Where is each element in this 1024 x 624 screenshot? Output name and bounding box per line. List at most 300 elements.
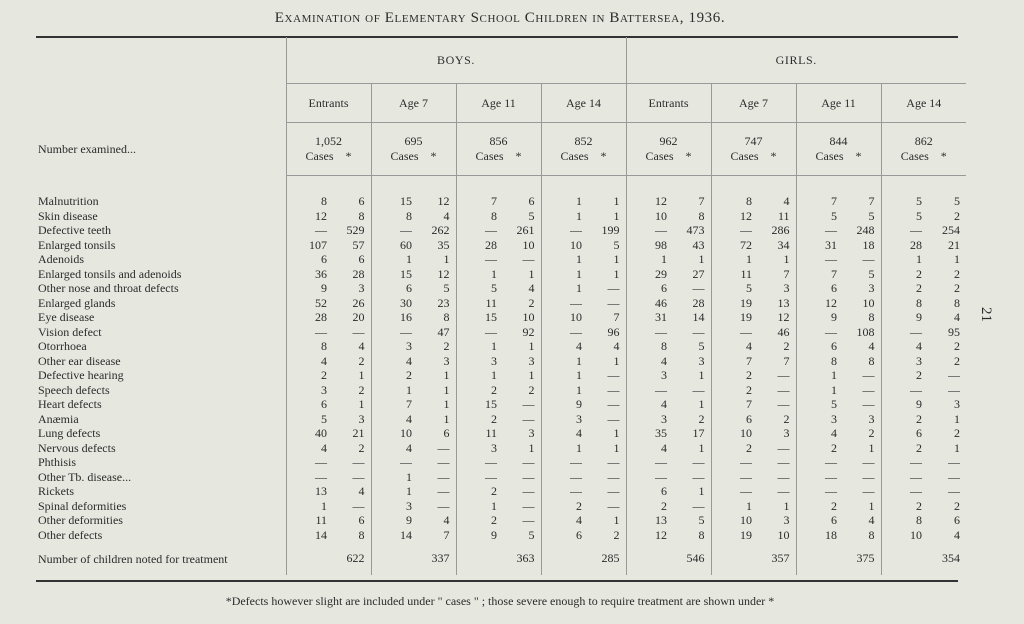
table-cell: 286 — [771, 223, 790, 237]
table-cell: 1 — [954, 440, 961, 455]
footnote: *Defects however slight are included under " cases " ; those severe enough to require treatment are shown under * — [225, 594, 775, 608]
table-cell: 46 — [626, 296, 673, 311]
table-cell: — — [286, 470, 333, 485]
table-cell: 5 — [528, 208, 535, 223]
table-cell: 4 — [443, 513, 450, 527]
table-cell: 8 — [711, 194, 758, 209]
table-cell: 5 — [528, 527, 535, 542]
table-cell: 5 — [954, 194, 961, 208]
table-cell: — — [456, 252, 503, 267]
table-cell: — — [352, 469, 365, 484]
table-cell: — — [607, 295, 620, 310]
table-cell: 1 — [613, 440, 620, 455]
star-label: * — [430, 149, 437, 163]
table-cell: 2 — [358, 440, 365, 455]
table-cell: 2 — [456, 383, 503, 398]
table-cell: 4 — [626, 354, 673, 369]
table-row — [36, 339, 966, 354]
table-cell: — — [881, 455, 928, 470]
table-cell: 2 — [456, 513, 503, 528]
table-cell: — — [541, 325, 588, 340]
table-cell: 8 — [881, 296, 928, 311]
table-cell: 3 — [881, 354, 928, 369]
table-cell: 1 — [711, 499, 758, 514]
table-cell: 5 — [286, 412, 333, 427]
table-cell: 1 — [698, 484, 705, 498]
treatment-row — [36, 542, 966, 575]
table-cell: 4 — [371, 441, 418, 456]
star-label: * — [345, 149, 352, 163]
row-label: Malnutrition — [38, 194, 99, 208]
table-cell: 10 — [371, 426, 418, 441]
table-cell: — — [607, 455, 620, 469]
table-cell: — — [522, 469, 535, 484]
table-cell: — — [522, 484, 535, 498]
table-cell: 3 — [868, 281, 875, 295]
table-cell: — — [541, 455, 588, 470]
table-cell: 4 — [954, 310, 961, 324]
star-label: * — [940, 149, 947, 163]
table-cell: 21 — [352, 426, 365, 440]
table-cell: 1 — [286, 499, 333, 514]
table-cell: 2 — [711, 368, 758, 383]
table-cell: — — [777, 484, 790, 498]
table-cell: 2 — [456, 484, 503, 499]
examined-cell — [456, 123, 541, 176]
table-cell: 15 — [456, 397, 503, 412]
row-label: Rickets — [38, 484, 74, 498]
row-label: Other deformities — [38, 513, 123, 527]
row-label: Eye disease — [38, 310, 95, 324]
cases-label: Cases — [305, 149, 334, 163]
table-cell: 8 — [456, 209, 503, 224]
table-cell: 12 — [777, 310, 790, 324]
table-cell: 1 — [456, 499, 503, 514]
table-cell: — — [711, 223, 758, 238]
cases-label: Cases — [390, 149, 419, 163]
table-cell: 1 — [371, 484, 418, 499]
table-cell: 6 — [711, 412, 758, 427]
table-cell: — — [692, 498, 705, 513]
table-cell: 19 — [711, 296, 758, 311]
table-cell: 1 — [613, 252, 620, 266]
table-cell: 5 — [868, 266, 875, 281]
table-cell: 2 — [796, 499, 843, 514]
row-label: Heart defects — [38, 397, 102, 411]
table-cell: 4 — [541, 339, 588, 354]
table-row — [36, 470, 966, 485]
examined-cell — [881, 123, 966, 176]
table-cell: — — [541, 223, 588, 238]
star-label: * — [600, 149, 607, 163]
table-cell: 199 — [601, 223, 620, 237]
table-cell: 10 — [522, 237, 535, 252]
table-cell: 1 — [626, 252, 673, 267]
table-cell: 1 — [541, 252, 588, 267]
table-cell: — — [541, 484, 588, 499]
table-cell: 4 — [613, 339, 620, 353]
treatment-cell: 285 — [601, 551, 620, 565]
row-label: Skin disease — [38, 208, 98, 223]
table-cell: — — [522, 411, 535, 426]
table-row — [36, 499, 966, 514]
table-cell: 248 — [856, 223, 875, 237]
table-cell: 1 — [613, 208, 620, 223]
table-cell: 3 — [868, 411, 875, 426]
table-cell: 2 — [613, 527, 620, 542]
table-row — [36, 223, 966, 238]
table-cell: 1 — [698, 252, 705, 266]
table-cell: 1 — [541, 209, 588, 224]
table-cell: 1 — [796, 368, 843, 383]
table-cell: — — [777, 440, 790, 455]
table-cell: 18 — [796, 528, 843, 543]
table-cell: 35 — [626, 426, 673, 441]
table-cell: 98 — [626, 238, 673, 253]
table-cell: 107 — [286, 238, 333, 253]
table-cell: 4 — [286, 441, 333, 456]
table-cell: 19 — [711, 310, 758, 325]
table-cell: 92 — [522, 324, 535, 339]
table-cell: — — [796, 484, 843, 499]
examined-count: 856 — [489, 134, 508, 148]
table-cell: 8 — [868, 527, 875, 542]
table-row — [36, 296, 966, 311]
table-cell: 10 — [711, 513, 758, 528]
table-cell: — — [796, 455, 843, 470]
table-cell: 6 — [528, 194, 535, 208]
table-row — [36, 354, 966, 369]
table-cell: — — [796, 325, 843, 340]
table-cell: 28 — [881, 238, 928, 253]
table-cell: — — [692, 382, 705, 397]
table-cell: — — [352, 324, 365, 339]
table-cell: 2 — [358, 353, 365, 368]
table-cell: 30 — [371, 296, 418, 311]
table-cell: — — [286, 455, 333, 470]
column-header: Age 14 — [881, 84, 966, 123]
table-cell: 96 — [607, 324, 620, 339]
table-cell: — — [948, 368, 961, 382]
table-cell: — — [796, 470, 843, 485]
table-cell: 2 — [868, 426, 875, 440]
table-cell: 12 — [437, 266, 450, 281]
table-cell: — — [692, 324, 705, 339]
table-row — [36, 397, 966, 412]
table-cell: 6 — [626, 484, 673, 499]
table-cell: — — [692, 281, 705, 295]
table-cell: 6 — [626, 281, 673, 296]
table-row — [36, 412, 966, 427]
table-cell: 2 — [783, 411, 790, 426]
table-row — [36, 252, 966, 267]
table-cell: 9 — [796, 310, 843, 325]
table-cell: 1 — [613, 513, 620, 527]
column-header: Age 11 — [456, 84, 541, 123]
table-cell: 18 — [862, 237, 875, 252]
table-cell: 11 — [711, 267, 758, 282]
table-cell: — — [607, 397, 620, 411]
table-cell: 29 — [626, 267, 673, 282]
examined-cell — [626, 123, 711, 176]
row-label: Defective teeth — [38, 223, 111, 237]
table-cell: 1 — [541, 194, 588, 209]
table-cell: 6 — [796, 339, 843, 354]
table-cell: 17 — [692, 426, 705, 440]
examined-cell — [541, 123, 626, 176]
row-label: Spinal deformities — [38, 498, 127, 513]
table-cell: 4 — [286, 354, 333, 369]
table-row — [36, 194, 966, 209]
table-cell: 11 — [456, 426, 503, 441]
table-cell: 16 — [371, 310, 418, 325]
table-cell: 12 — [626, 528, 673, 543]
table-cell: 72 — [711, 238, 758, 253]
table-cell: — — [541, 296, 588, 311]
examined-count: 695 — [404, 134, 423, 148]
girls-header: GIRLS. — [626, 37, 966, 84]
table-cell: 2 — [954, 281, 961, 295]
table-cell: 8 — [954, 295, 961, 310]
table-cell: 47 — [437, 324, 450, 339]
table-cell: 4 — [371, 354, 418, 369]
table-cell: 5 — [613, 237, 620, 252]
table-cell: 8 — [881, 513, 928, 528]
table-cell: 14 — [692, 310, 705, 324]
table-cell: 3 — [286, 383, 333, 398]
table-cell: 1 — [443, 411, 450, 426]
table-cell: 3 — [783, 513, 790, 527]
row-label: Anæmia — [38, 411, 79, 426]
star-label: * — [685, 149, 692, 163]
table-cell: 28 — [456, 238, 503, 253]
table-cell: 6 — [954, 513, 961, 527]
table-cell: — — [607, 498, 620, 513]
row-label: Other defects — [38, 527, 103, 542]
table-cell: 5 — [711, 281, 758, 296]
table-cell: 26 — [352, 295, 365, 310]
treatment-cell: 363 — [516, 551, 535, 565]
cases-label: Cases — [730, 149, 759, 163]
table-cell: — — [626, 383, 673, 398]
table-cell: 1 — [358, 397, 365, 411]
table-cell: 7 — [456, 194, 503, 209]
table-row — [36, 325, 966, 340]
table-cell: 2 — [711, 441, 758, 456]
table-cell: — — [456, 223, 503, 238]
examined-cell — [286, 123, 371, 176]
table-cell: 57 — [352, 237, 365, 252]
table-cell: 8 — [371, 209, 418, 224]
table-cell: 1 — [783, 498, 790, 513]
table-cell: — — [881, 325, 928, 340]
table-cell: 15 — [456, 310, 503, 325]
table-cell: 1 — [796, 383, 843, 398]
row-label: Speech defects — [38, 382, 110, 397]
row-label: Lung defects — [38, 426, 101, 440]
column-header: Entrants — [626, 84, 711, 123]
treatment-cell: 357 — [771, 551, 790, 565]
table-cell: 6 — [358, 252, 365, 266]
table-cell: 2 — [528, 295, 535, 310]
table-cell: 3 — [541, 412, 588, 427]
table-cell: 1 — [698, 397, 705, 411]
table-cell: — — [541, 470, 588, 485]
table-cell: 4 — [371, 412, 418, 427]
examined-count: 852 — [574, 134, 593, 148]
table-cell: 2 — [698, 411, 705, 426]
table-cell: 1 — [528, 440, 535, 455]
table-cell: — — [437, 469, 450, 484]
table-cell: 3 — [358, 281, 365, 295]
table-cell: 4 — [796, 426, 843, 441]
table-cell: 3 — [626, 412, 673, 427]
table-cell: 4 — [626, 397, 673, 412]
table-cell: 2 — [456, 412, 503, 427]
examined-count: 1,052 — [315, 134, 342, 148]
table-cell: 7 — [613, 310, 620, 324]
table-cell: 4 — [711, 339, 758, 354]
table-cell: 4 — [443, 208, 450, 223]
table-cell: — — [437, 440, 450, 455]
table-cell: 8 — [868, 353, 875, 368]
table-cell: 2 — [954, 266, 961, 281]
table-cell: — — [711, 325, 758, 340]
table-cell: 7 — [868, 194, 875, 208]
table-row — [36, 368, 966, 383]
table-cell: 9 — [541, 397, 588, 412]
table-cell: 3 — [698, 353, 705, 368]
table-cell: — — [862, 382, 875, 397]
table-cell: — — [607, 411, 620, 426]
table-cell: 8 — [358, 527, 365, 542]
table-cell: — — [522, 397, 535, 411]
table-cell: 2 — [881, 441, 928, 456]
table-cell: — — [777, 455, 790, 469]
table-cell: 2 — [286, 368, 333, 383]
table-cell: 13 — [286, 484, 333, 499]
table-cell: 2 — [711, 383, 758, 398]
table-cell: — — [371, 455, 418, 470]
page-title: Examination of Elementary School Children in Battersea, 1936. — [274, 10, 726, 26]
table-cell: 36 — [286, 267, 333, 282]
table-cell: 9 — [881, 397, 928, 412]
star-label: * — [515, 149, 522, 163]
table-cell: 1 — [541, 441, 588, 456]
table-cell: 262 — [431, 223, 450, 237]
table-cell: 2 — [541, 499, 588, 514]
examined-count: 862 — [914, 134, 933, 148]
table-cell: 6 — [796, 281, 843, 296]
table-cell: 7 — [783, 353, 790, 368]
star-label: * — [855, 149, 862, 163]
table-cell: 2 — [626, 499, 673, 514]
table-cell: 3 — [371, 339, 418, 354]
table-cell: — — [777, 368, 790, 382]
table-cell: 3 — [443, 353, 450, 368]
row-label: Phthisis — [38, 455, 77, 469]
table-cell: 1 — [613, 353, 620, 368]
table-cell: 1 — [443, 397, 450, 411]
table-cell: — — [862, 469, 875, 484]
table-cell: 2 — [881, 368, 928, 383]
row-label: Adenoids — [38, 252, 84, 266]
table-cell: 10 — [777, 527, 790, 542]
table-row — [36, 238, 966, 253]
table-cell: 8 — [868, 310, 875, 324]
table-cell: 10 — [862, 295, 875, 310]
cases-label: Cases — [475, 149, 504, 163]
row-label: Defective hearing — [38, 368, 124, 382]
examined-count: 844 — [829, 134, 848, 148]
table-cell: 1 — [443, 368, 450, 382]
table-cell: — — [522, 252, 535, 266]
column-header: Entrants — [286, 84, 371, 123]
cases-label: Cases — [560, 149, 589, 163]
table-cell: 3 — [528, 353, 535, 368]
table-cell: 5 — [796, 209, 843, 224]
table-cell: — — [777, 397, 790, 411]
table-cell: 2 — [358, 382, 365, 397]
table-cell: 1 — [541, 354, 588, 369]
table-cell: 4 — [528, 281, 535, 295]
table-cell: — — [948, 484, 961, 498]
table-cell: 8 — [796, 354, 843, 369]
table-cell: — — [607, 469, 620, 484]
table-cell: 11 — [777, 208, 790, 223]
table-cell: 34 — [777, 237, 790, 252]
table-cell: 3 — [796, 412, 843, 427]
table-cell: 40 — [286, 426, 333, 441]
table-cell: 2 — [783, 339, 790, 353]
table-cell: 15 — [371, 267, 418, 282]
table-cell: 4 — [541, 513, 588, 528]
table-cell: — — [522, 455, 535, 469]
table-cell: 1 — [528, 368, 535, 382]
table-row — [36, 528, 966, 543]
column-header: Age 7 — [371, 84, 456, 123]
table-cell: 13 — [777, 295, 790, 310]
table-cell: — — [522, 513, 535, 527]
table-cell: 20 — [352, 310, 365, 324]
table-cell: 2 — [881, 267, 928, 282]
table-cell: 19 — [711, 528, 758, 543]
table-cell: — — [626, 325, 673, 340]
table-cell: — — [711, 455, 758, 470]
table-cell: — — [948, 455, 961, 469]
table-row — [36, 455, 966, 470]
table-cell: 1 — [541, 383, 588, 398]
cases-label: Cases — [815, 149, 844, 163]
table-cell: 4 — [358, 484, 365, 498]
table-cell: 7 — [796, 194, 843, 209]
table-cell: 473 — [686, 223, 705, 237]
table-cell: 3 — [371, 499, 418, 514]
treatment-cell: 622 — [346, 551, 365, 565]
table-cell: — — [626, 470, 673, 485]
table-cell: 1 — [443, 252, 450, 266]
table-cell: 1 — [358, 368, 365, 382]
table-cell: — — [371, 325, 418, 340]
table-cell: 2 — [954, 208, 961, 223]
table-cell: — — [862, 252, 875, 266]
table-cell: — — [607, 484, 620, 498]
table-cell: — — [862, 368, 875, 382]
table-cell: 2 — [881, 412, 928, 427]
table-cell: 2 — [954, 498, 961, 513]
table-cell: 8 — [698, 208, 705, 223]
table-cell: 43 — [692, 237, 705, 252]
